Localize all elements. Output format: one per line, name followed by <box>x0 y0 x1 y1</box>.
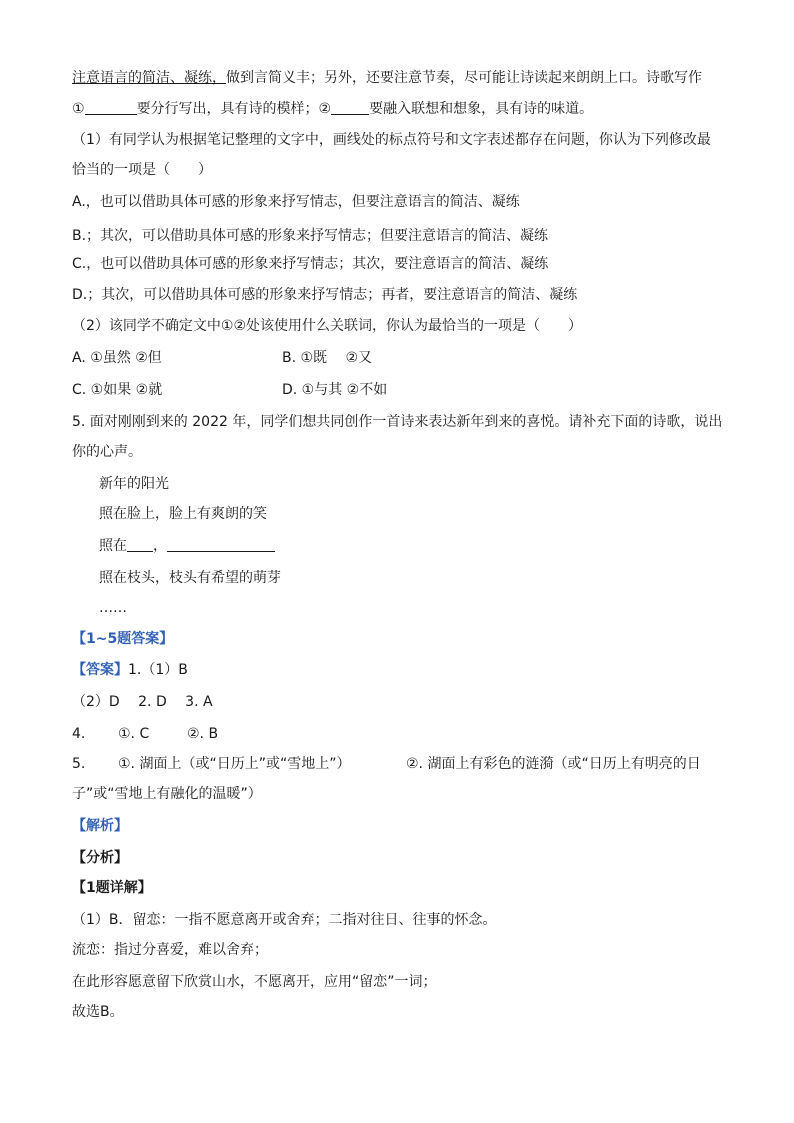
poem-ellipsis: …… <box>99 600 127 616</box>
passage-text: 做到言简义丰；另外，还要注意节奏，尽可能让诗读起来朗朗上口。诗歌写作 <box>226 70 702 86</box>
option-a: A. ①虽然 ②但 <box>72 350 162 366</box>
answer-5-b: ②. 湖面上有彩色的涟漪（或“日历上有明亮的日 <box>406 756 701 772</box>
poem-line: 新年的阳光 <box>99 476 169 492</box>
poem-line-blank <box>99 536 275 556</box>
answer-label: 【答案】 <box>72 662 128 678</box>
analysis-text: 故选B。 <box>72 1004 124 1020</box>
answer-text: 1.（1）B <box>128 662 188 678</box>
option-a: A.，也可以借助具体可感的形象来抒写情志，但要注意语言的简洁、凝练 <box>72 194 520 210</box>
detail-header: 【1题详解】 <box>72 880 152 896</box>
question-2-stem: （2）该同学不确定文中①②处该使用什么关联词，你认为最恰当的一项是（ ） <box>72 318 583 334</box>
passage-line-2 <box>72 99 593 119</box>
question-1-stem-cont: 恰当的一项是（ ） <box>72 162 212 178</box>
option-c: C.，也可以借助具体可感的形象来抒写情志；其次，要注意语言的简洁、凝练 <box>72 256 549 272</box>
question-5-stem: 5. 面对刚刚到来的 2022 年，同学们想共同创作一首诗来表达新年到来的喜悦。请补充下面的诗歌，说出 <box>72 414 723 430</box>
blank-1 <box>85 100 137 115</box>
answers-line-3 <box>72 724 85 744</box>
analysis-text: （1）B．留恋：一指不愿意离开或舍弃；二指对往日、往事的怀念。 <box>72 912 497 928</box>
poem-blank-1 <box>127 537 153 552</box>
answers-header: 【1~5题答案】 <box>72 631 174 647</box>
analysis-text: 在此形容愿意留下欣赏山水，不愿离开，应用“留恋”一词； <box>72 974 437 990</box>
poem-text: 照在 <box>99 538 127 554</box>
option-d: D.；其次，可以借助具体可感的形象来抒写情志；再者，要注意语言的简洁、凝练 <box>72 287 578 303</box>
question-5-stem-cont: 你的心声。 <box>72 444 142 460</box>
answer-number: 5. <box>72 756 86 772</box>
fenxi-header: 【分析】 <box>72 850 128 866</box>
poem-line: 照在枝头，枝头有希望的萌芽 <box>99 570 281 586</box>
option-b: B.；其次，可以借助具体可感的形象来抒写情志；但要注意语言的简洁、凝练 <box>72 228 549 244</box>
answers-line-2: （2）D 2. D 3. A <box>72 694 213 710</box>
answer-5-cont: 子”或“雪地上有融化的温暖”） <box>72 786 262 802</box>
passage-text: 要融入联想和想象，具有诗的味道。 <box>369 101 594 117</box>
option-c: C. ①如果 ②就 <box>72 382 163 398</box>
blank-2 <box>331 100 369 115</box>
underlined-text: 注意语言的简洁、凝练， <box>72 70 226 86</box>
question-1-stem: （1）有同学认为根据笔记整理的文字中，画线处的标点符号和文字表述都存在问题，你认为下列修改最 <box>72 132 711 148</box>
passage-line-1 <box>72 68 702 88</box>
answer-4-a: ①. C <box>118 726 150 742</box>
answer-4-b: ②. B <box>187 726 219 742</box>
answer-number: 4. <box>72 726 86 742</box>
analysis-text: 流恋：指过分喜爱，难以舍弃； <box>72 942 268 958</box>
option-d: D. ①与其 ②不如 <box>282 382 388 398</box>
poem-text: ， <box>153 538 167 554</box>
poem-blank-2 <box>167 537 275 552</box>
answers-line-1 <box>72 660 188 680</box>
answer-5-a: ①. 湖面上（或“日历上”或“雪地上”） <box>118 756 351 772</box>
analysis-header: 【解析】 <box>72 818 128 834</box>
poem-line: 照在脸上，脸上有爽朗的笑 <box>99 506 267 522</box>
blank-marker-1: ① <box>72 101 85 117</box>
passage-text: 要分行写出，具有诗的模样；② <box>136 101 332 117</box>
option-b: B. ①既 ②又 <box>282 350 373 366</box>
